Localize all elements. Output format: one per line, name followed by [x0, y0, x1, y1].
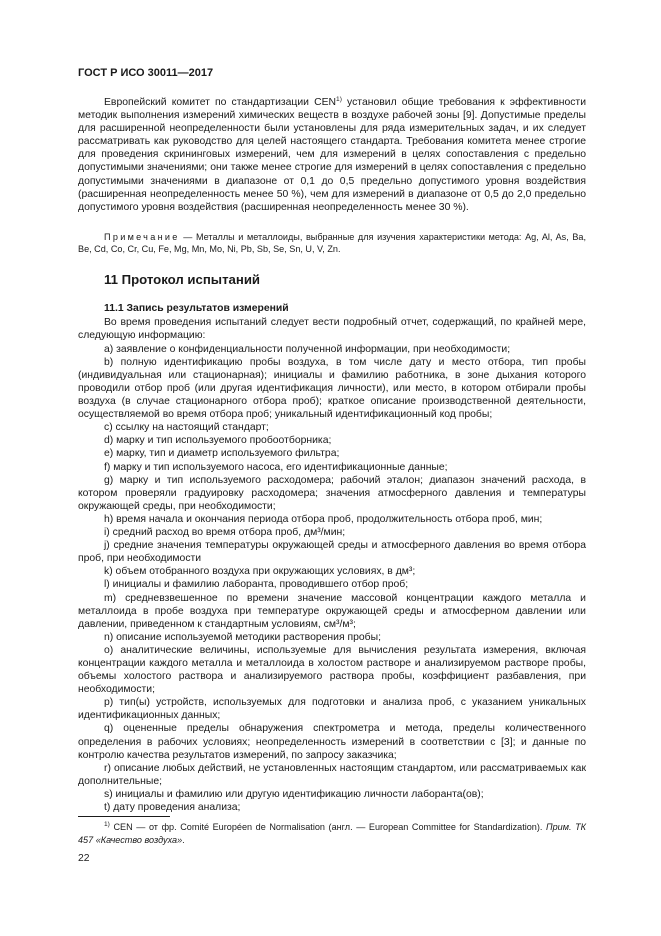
footnote-end: . — [182, 834, 185, 845]
footnote-divider — [78, 816, 170, 817]
footnote-text: CEN — от фр. Comité Européen de Normalisation (англ. — European Committee for Standardization). — [109, 822, 547, 832]
list-item: c) ссылку на настоящий стандарт; — [104, 422, 269, 434]
note-text: — Металлы и металлоиды, выбранные для изучения характеристики метода: Ag, Al, As, Ba, Be, Cd, Co, Cr, Cu, Fe, Mg, Mn, Mo, Ni, Pb, Sb, Se, Sn, U, V, Zn. — [78, 231, 586, 255]
list-item: m) средневзвешенное по времени значение массовой концентрации каждого металла и металлоида в пробе воздуха при температуре окружающей среды и атмосферном давлении или давлении, приведенном к стандартным условиям, см³/м³; — [78, 592, 586, 630]
list-item: e) марку, тип и диаметр используемого фильтра; — [104, 448, 340, 460]
list-item: s) инициалы и фамилию или другую идентификацию личности лаборанта(ов); — [104, 788, 484, 800]
note-label: Примечание — [104, 231, 180, 242]
intro-paragraph — [78, 96, 586, 214]
list-item: l) инициалы и фамилию лаборанта, проводившего отбор проб; — [104, 579, 409, 591]
list-item: a) заявление о конфиденциальности полученной информации, при необходимости; — [104, 343, 511, 355]
list-item: b) полную идентификацию пробы воздуха, в том числе дату и место отбора, тип пробы (индивидуальная или стационарная); инициалы и фамилию работника, в зоне дыхания которого проводили отбор проб (или другая идентификация личности), или место, в котором отбирали пробы воздуха (в случае стационарного отбора проб); краткое описание производственной деятельности, осуществляемой во время отбора проб; уникальный идентификационный код пробы; — [78, 356, 586, 421]
list-item: t) дату проведения анализа; — [104, 802, 241, 813]
list-item: f) марку и тип используемого насоса, его идентификационные данные; — [104, 461, 448, 473]
section-title: 11 Протокол испытаний — [104, 272, 261, 288]
footnote-translator-note: Прим. ТК 457 «Качество воздуха» — [78, 822, 587, 845]
document-body — [78, 96, 586, 814]
list-item: n) описание используемой методики растворения пробы; — [104, 631, 381, 643]
intro-text-start: Европейский комитет по стандартизации CEN — [104, 97, 337, 108]
footnote — [78, 821, 586, 846]
list-item: g) марку и тип используемого расходомера; рабочий эталон; диапазон значений расхода, в котором проверяли градуировку расходомера; значения атмосферного давления и температуры окружающей среды, при необходимости; — [78, 474, 586, 512]
note-paragraph — [78, 231, 586, 256]
footnote-ref[interactable]: 1) — [336, 96, 342, 103]
list-item: h) время начала и окончания периода отбора проб, продолжительность отбора проб, мин; — [104, 513, 543, 525]
list-item: j) средние значения температуры окружающей среды и атмосферного давления во время отбора проб, при необходимости — [78, 540, 586, 565]
list-item: r) описание любых действий, не установленных настоящим стандартом, или рассматриваемых как дополнительные; — [78, 762, 586, 787]
page-number: 22 — [78, 853, 90, 864]
footnote-marker: 1) — [104, 821, 110, 828]
subsection-title: 11.1 Запись результатов измерений — [104, 303, 289, 315]
report-items-list — [78, 343, 586, 814]
list-item: o) аналитические величины, используемые для вычисления результата измерения, включая концентрации каждого металла и металлоида в холостом растворе и анализируемом растворе пробы, объемы холостого раствора и анализируемого раствора пробы, коэффициент разбавления, при необходимости; — [78, 644, 586, 696]
intro-text-rest: установил общие требования к эффективности методик выполнения измерений химических веществ в воздухе рабочей зоны [9]. Допустимые пределы для расширенной неопределенности были установлены для ряда измерительных задач, и их следует рассматривать как руководство для целей настоящего стандарта. Требования комитета менее строгие для проведения скрининговых измерений, чем для измерений в целях сопоставления с предельно допустимыми значениями; они также менее строгие для измерений в целях сопоставления с предельно допустимыми значениями в диапазоне от 0,1 до 0,5 предельно допустимого уровня воздействия (расширенная неопределенность менее 50 %), чем для измерений в диапазоне от 0,5 до 2,0 предельно допустимого уровня воздействия (расширенная неопределенность менее 30 %). — [78, 97, 586, 213]
list-item: p) тип(ы) устройств, используемых для подготовки и анализа проб, с указанием уникальных идентификационных данных; — [78, 697, 586, 722]
list-item: i) средний расход во время отбора проб, дм³/мин; — [104, 527, 346, 539]
document-header: ГОСТ Р ИСО 30011—2017 — [78, 67, 214, 79]
list-item: k) объем отобранного воздуха при окружающих условиях, в дм³; — [104, 566, 416, 578]
subsection-lead: Во время проведения испытаний следует вести подробный отчет, содержащий, по крайней мере, следующую информацию: — [78, 316, 586, 341]
list-item: q) оцененные пределы обнаружения спектрометра и метода, пределы количественного определения в рабочих условиях; неопределенность измерений в соответствии с [3]; и данные по контролю качества результатов измерений, по запросу заказчика; — [78, 723, 586, 761]
list-item: d) марку и тип используемого пробоотборника; — [104, 435, 332, 447]
